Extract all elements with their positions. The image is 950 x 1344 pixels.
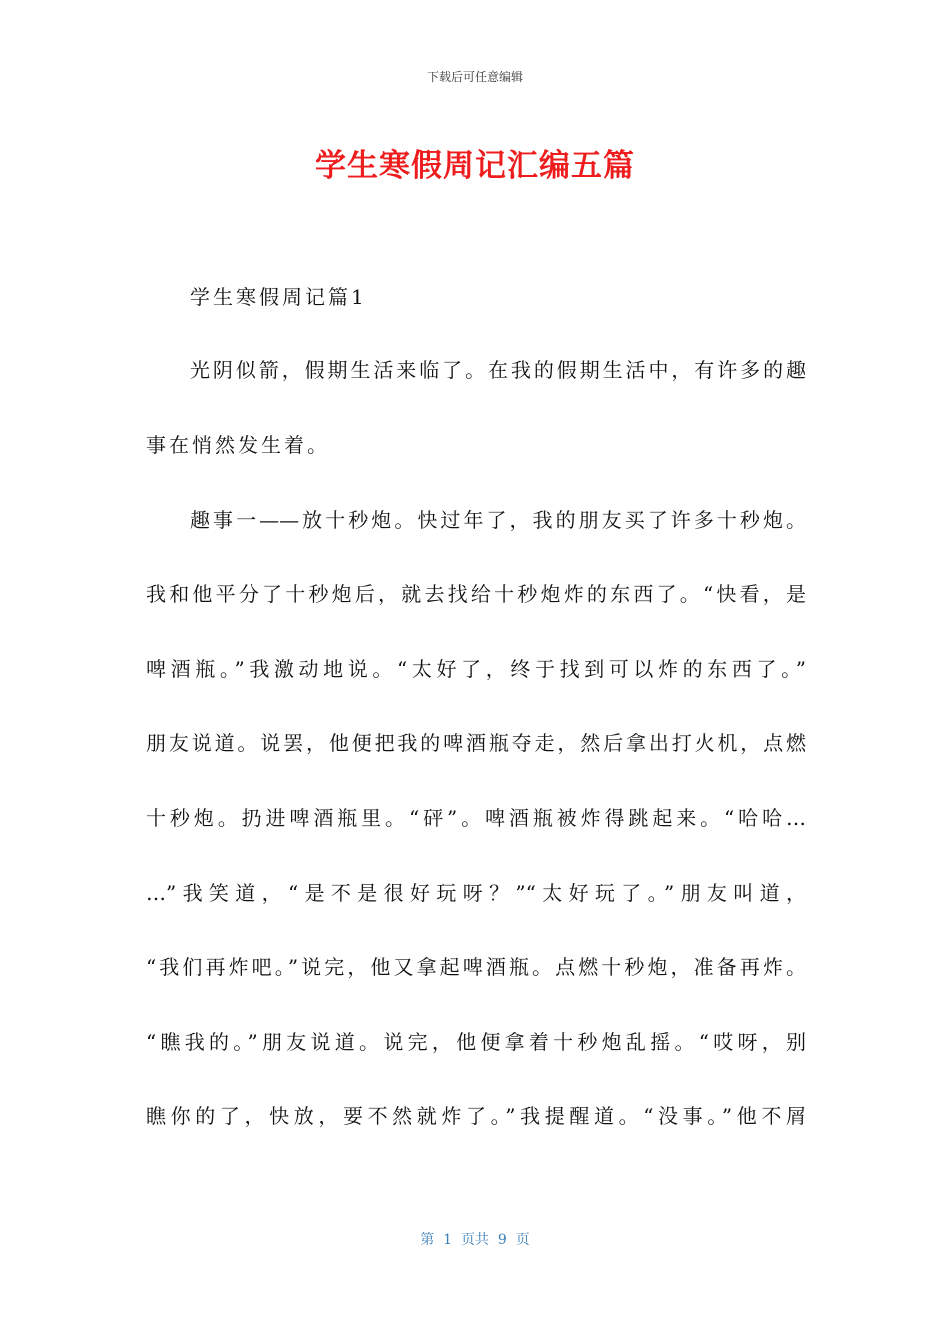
paragraph-line: …”我笑道，“是不是很好玩呀？”“太好玩了。”朋友叫道，: [146, 881, 806, 905]
paragraph-line: 瞧你的了，快放，要不然就炸了。”我提醒道。“没事。”他不屑: [146, 1104, 806, 1128]
paragraph-line: 我和他平分了十秒炮后，就去找给十秒炮炸的东西了。“快看，是: [146, 582, 806, 606]
section-heading: 学生寒假周记篇1: [190, 285, 367, 309]
paragraph-line: 趣事一——放十秒炮。快过年了，我的朋友买了许多十秒炮。: [190, 508, 806, 532]
paragraph-line: “瞧我的。”朋友说道。说完，他便拿着十秒炮乱摇。“哎呀，别: [146, 1030, 806, 1054]
header-note: 下载后可任意编辑: [426, 70, 523, 84]
paragraph-line: 光阴似箭，假期生活来临了。在我的假期生活中，有许多的趣: [190, 358, 806, 382]
paragraph-line: 啤酒瓶。”我激动地说。“太好了，终于找到可以炸的东西了。”: [146, 657, 806, 681]
paragraph-line: 十秒炮。扔进啤酒瓶里。“砰”。啤酒瓶被炸得跳起来。“哈哈…: [146, 806, 806, 830]
paragraph-line: 朋友说道。说罢，他便把我的啤酒瓶夺走，然后拿出打火机，点燃: [146, 731, 806, 755]
paragraph-line: 事在悄然发生着。: [146, 433, 330, 457]
document-title: 学生寒假周记汇编五篇: [315, 148, 635, 184]
page-footer: 第 1 页共 9 页: [420, 1232, 530, 1248]
paragraph-line: “我们再炸吧。”说完，他又拿起啤酒瓶。点燃十秒炮，准备再炸。: [146, 955, 806, 979]
